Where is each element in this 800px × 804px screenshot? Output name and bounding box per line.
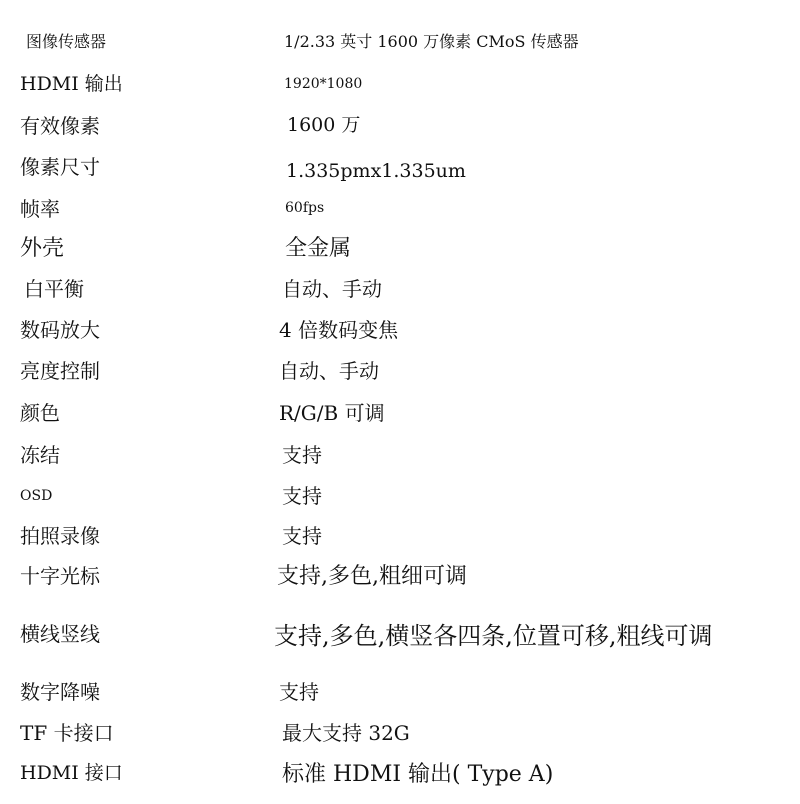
spec-label: 数字降噪 <box>20 680 100 704</box>
spec-label: 横线竖线 <box>20 622 100 646</box>
spec-row-digital-zoom <box>0 320 800 360</box>
spec-value: 60fps <box>285 200 325 216</box>
spec-row-tf-card <box>0 723 800 763</box>
spec-label: 白平衡 <box>24 277 84 301</box>
spec-value: 全金属 <box>285 236 352 261</box>
spec-label: 像素尺寸 <box>20 155 100 179</box>
spec-value: 1920*1080 <box>284 76 363 92</box>
spec-row-grid-lines <box>0 624 800 664</box>
spec-value: 支持,多色,横竖各四条,位置可移,粗线可调 <box>274 622 713 650</box>
spec-row-hdmi-port <box>0 764 800 804</box>
spec-row-osd <box>0 486 800 526</box>
spec-label: 拍照录像 <box>20 524 100 548</box>
spec-value: 支持 <box>282 443 322 467</box>
spec-value: 支持 <box>279 680 319 704</box>
spec-row-housing <box>0 238 800 278</box>
spec-label: HDMI 输出 <box>20 73 123 95</box>
spec-value: 1/2.33 英寸 1600 万像素 CMoS 传感器 <box>284 32 579 51</box>
spec-label: 帧率 <box>20 197 60 221</box>
spec-label: 图像传感器 <box>26 32 107 51</box>
spec-row-capture-record <box>0 526 800 566</box>
spec-value: 1600 万 <box>287 114 361 136</box>
spec-row-brightness-control <box>0 361 800 401</box>
spec-value: 1.335pmx1.335um <box>286 160 466 182</box>
spec-value: 支持 <box>282 484 322 508</box>
spec-row-noise-reduction <box>0 682 800 722</box>
spec-value: 自动、手动 <box>279 359 379 383</box>
spec-row-image-sensor <box>0 34 800 74</box>
spec-label: TF 卡接口 <box>20 721 114 745</box>
spec-row-pixel-size <box>0 157 800 197</box>
spec-row-color <box>0 403 800 443</box>
spec-value: 支持 <box>282 524 322 548</box>
spec-label: OSD <box>20 488 53 504</box>
spec-row-hdmi-output <box>0 75 800 115</box>
spec-row-white-balance <box>0 279 800 319</box>
spec-label: 外壳 <box>20 236 65 261</box>
spec-label: 颜色 <box>20 401 60 425</box>
spec-label: 冻结 <box>20 443 60 467</box>
spec-row-effective-pixels <box>0 116 800 156</box>
spec-label: HDMI 接口 <box>20 762 123 784</box>
spec-label: 有效像素 <box>20 114 100 138</box>
spec-label: 十字光标 <box>20 564 100 588</box>
spec-value: 自动、手动 <box>282 277 382 301</box>
spec-label: 数码放大 <box>20 318 100 342</box>
spec-value: R/G/B 可调 <box>279 401 385 425</box>
spec-value: 标准 HDMI 输出( Type A) <box>282 762 554 787</box>
spec-row-frame-rate <box>0 199 800 239</box>
spec-label: 亮度控制 <box>20 359 100 383</box>
spec-row-crosshair <box>0 566 800 606</box>
spec-value: 支持,多色,粗细可调 <box>277 564 467 589</box>
spec-row-freeze <box>0 445 800 485</box>
spec-value: 最大支持 32G <box>282 721 410 745</box>
spec-value: 4 倍数码变焦 <box>279 318 399 342</box>
